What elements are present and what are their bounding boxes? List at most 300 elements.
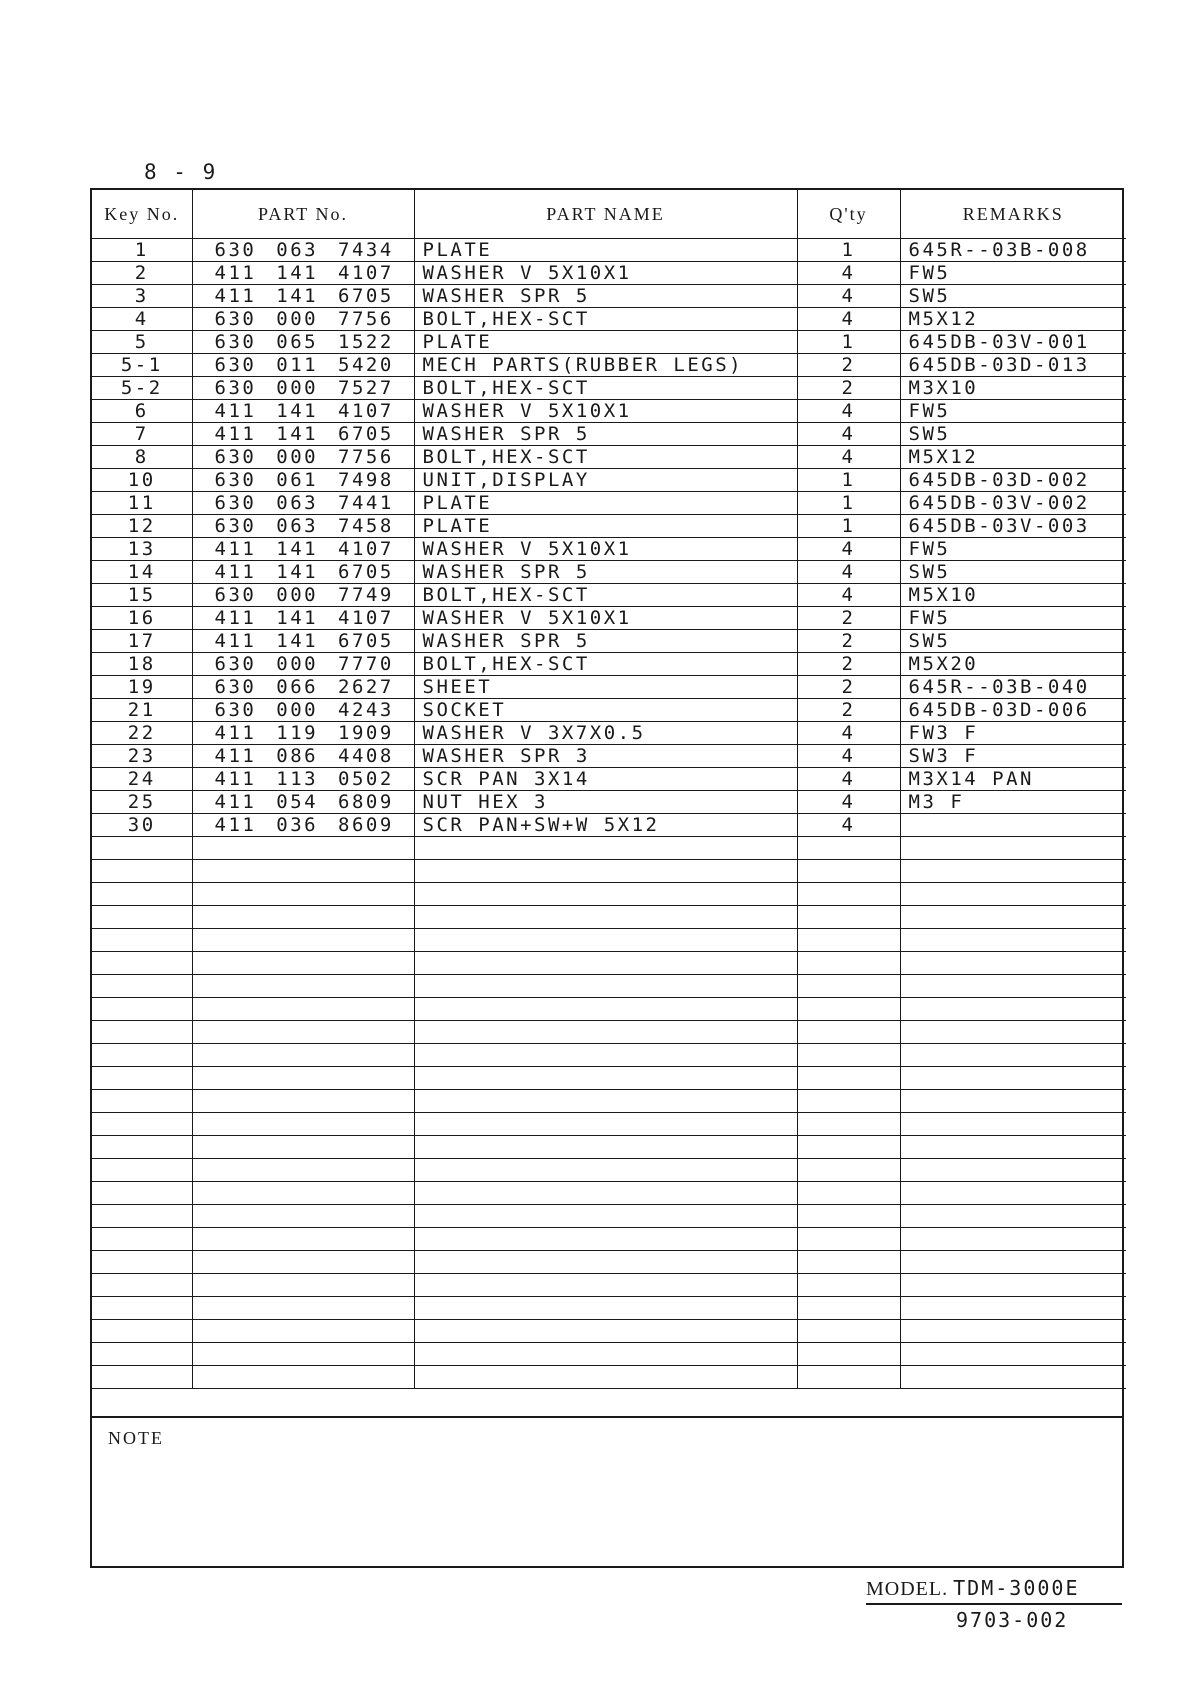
empty-cell [900, 1251, 1126, 1274]
remarks-cell: 645R--03B-040 [900, 676, 1126, 699]
empty-cell [900, 1136, 1126, 1159]
empty-cell [192, 998, 414, 1021]
part-no-cell: 630 000 7770 [192, 653, 414, 676]
empty-cell [414, 929, 797, 952]
key-no-cell: 30 [92, 814, 192, 837]
empty-cell [192, 1228, 414, 1251]
empty-cell [900, 1297, 1126, 1320]
remarks-cell: FW5 [900, 400, 1126, 423]
part-no-cell: 630 061 7498 [192, 469, 414, 492]
empty-cell [92, 1251, 192, 1274]
empty-cell [92, 860, 192, 883]
empty-cell [92, 975, 192, 998]
table-row [92, 469, 1126, 492]
part-no-cell: 411 141 4107 [192, 262, 414, 285]
empty-cell [192, 1320, 414, 1343]
empty-cell [900, 1274, 1126, 1297]
empty-cell [900, 929, 1126, 952]
part-name-cell: SOCKET [414, 699, 797, 722]
empty-cell [92, 1182, 192, 1205]
empty-cell [797, 883, 900, 906]
empty-cell [797, 1274, 900, 1297]
empty-cell [92, 1044, 192, 1067]
part-no-cell: 630 011 5420 [192, 354, 414, 377]
empty-cell [900, 1228, 1126, 1251]
empty-cell [414, 1044, 797, 1067]
empty-cell [414, 975, 797, 998]
empty-cell [797, 1366, 900, 1389]
part-name-cell: WASHER SPR 5 [414, 561, 797, 584]
empty-cell [192, 1113, 414, 1136]
table-row [92, 768, 1126, 791]
key-no-cell: 22 [92, 722, 192, 745]
empty-cell [92, 906, 192, 929]
part-no-cell: 411 141 6705 [192, 423, 414, 446]
key-no-cell: 24 [92, 768, 192, 791]
part-name-cell: MECH PARTS(RUBBER LEGS) [414, 354, 797, 377]
empty-cell [414, 952, 797, 975]
empty-cell [414, 1113, 797, 1136]
empty-cell [192, 1136, 414, 1159]
empty-cell [900, 1343, 1126, 1366]
empty-row [92, 1366, 1126, 1389]
part-name-cell: PLATE [414, 515, 797, 538]
qty-cell: 4 [797, 768, 900, 791]
empty-cell [414, 1343, 797, 1366]
model-value: TDM-3000E [953, 1576, 1080, 1600]
table-row [92, 722, 1126, 745]
empty-cell [192, 1343, 414, 1366]
document-code: 9703-002 [956, 1608, 1069, 1632]
empty-row [92, 1320, 1126, 1343]
part-name-cell: WASHER V 5X10X1 [414, 538, 797, 561]
empty-cell [92, 1090, 192, 1113]
empty-cell [797, 1113, 900, 1136]
note-box [92, 1416, 1122, 1566]
empty-cell [900, 1366, 1126, 1389]
qty-cell: 2 [797, 653, 900, 676]
qty-cell: 4 [797, 538, 900, 561]
empty-row [92, 1182, 1126, 1205]
qty-cell: 2 [797, 676, 900, 699]
part-name-cell: NUT HEX 3 [414, 791, 797, 814]
remarks-cell: 645DB-03V-001 [900, 331, 1126, 354]
remarks-cell: FW5 [900, 607, 1126, 630]
empty-row [92, 1090, 1126, 1113]
empty-cell [192, 1297, 414, 1320]
qty-cell: 4 [797, 722, 900, 745]
empty-cell [192, 1205, 414, 1228]
remarks-cell: 645R--03B-008 [900, 239, 1126, 262]
key-no-cell: 7 [92, 423, 192, 446]
key-no-cell: 18 [92, 653, 192, 676]
part-no-cell: 411 141 6705 [192, 561, 414, 584]
empty-cell [92, 1274, 192, 1297]
key-no-cell: 6 [92, 400, 192, 423]
empty-cell [414, 1067, 797, 1090]
part-name-cell: BOLT,HEX-SCT [414, 653, 797, 676]
header-key-no: Key No. [92, 190, 192, 239]
part-no-cell: 630 000 7527 [192, 377, 414, 400]
header-part-no: PART No. [192, 190, 414, 239]
empty-cell [92, 1021, 192, 1044]
empty-cell [192, 1366, 414, 1389]
empty-cell [900, 883, 1126, 906]
part-no-cell: 630 000 7756 [192, 446, 414, 469]
part-name-cell: WASHER SPR 5 [414, 630, 797, 653]
part-name-cell: BOLT,HEX-SCT [414, 584, 797, 607]
table-row [92, 676, 1126, 699]
part-name-cell: WASHER SPR 3 [414, 745, 797, 768]
empty-cell [900, 860, 1126, 883]
remarks-cell: FW3 F [900, 722, 1126, 745]
empty-cell [414, 1182, 797, 1205]
empty-row [92, 952, 1126, 975]
table-row [92, 377, 1126, 400]
empty-cell [900, 1320, 1126, 1343]
empty-cell [797, 1090, 900, 1113]
model-line [866, 1576, 1122, 1605]
part-no-cell: 411 036 8609 [192, 814, 414, 837]
part-name-cell: SCR PAN+SW+W 5X12 [414, 814, 797, 837]
empty-row [92, 1228, 1126, 1251]
remarks-cell: SW3 F [900, 745, 1126, 768]
empty-cell [900, 1182, 1126, 1205]
empty-row [92, 1113, 1126, 1136]
remarks-cell [900, 814, 1126, 837]
table-row [92, 354, 1126, 377]
remarks-cell: 645DB-03V-002 [900, 492, 1126, 515]
empty-cell [192, 860, 414, 883]
key-no-cell: 1 [92, 239, 192, 262]
part-no-cell: 630 066 2627 [192, 676, 414, 699]
empty-row [92, 1044, 1126, 1067]
table-row [92, 262, 1126, 285]
part-no-cell: 630 063 7434 [192, 239, 414, 262]
remarks-cell: 645DB-03V-003 [900, 515, 1126, 538]
empty-cell [900, 1113, 1126, 1136]
empty-cell [192, 952, 414, 975]
empty-cell [900, 837, 1126, 860]
empty-cell [192, 1159, 414, 1182]
empty-cell [92, 1297, 192, 1320]
qty-cell: 1 [797, 515, 900, 538]
empty-cell [900, 1044, 1126, 1067]
empty-cell [414, 860, 797, 883]
empty-cell [414, 1251, 797, 1274]
table-row [92, 331, 1126, 354]
qty-cell: 1 [797, 239, 900, 262]
empty-row [92, 1205, 1126, 1228]
empty-cell [92, 998, 192, 1021]
part-no-cell: 630 065 1522 [192, 331, 414, 354]
remarks-cell: M5X20 [900, 653, 1126, 676]
part-name-cell: WASHER SPR 5 [414, 423, 797, 446]
empty-cell [900, 906, 1126, 929]
qty-cell: 2 [797, 630, 900, 653]
part-no-cell: 411 113 0502 [192, 768, 414, 791]
header-qty: Q'ty [797, 190, 900, 239]
empty-row [92, 860, 1126, 883]
key-no-cell: 21 [92, 699, 192, 722]
table-row [92, 814, 1126, 837]
empty-cell [797, 1021, 900, 1044]
remarks-cell: M3X14 PAN [900, 768, 1126, 791]
table-row [92, 239, 1126, 262]
part-name-cell: WASHER V 5X10X1 [414, 607, 797, 630]
qty-cell: 4 [797, 400, 900, 423]
empty-cell [797, 1320, 900, 1343]
empty-cell [900, 952, 1126, 975]
empty-row [92, 975, 1126, 998]
key-no-cell: 5 [92, 331, 192, 354]
part-no-cell: 630 063 7458 [192, 515, 414, 538]
table-row [92, 515, 1126, 538]
empty-cell [797, 1228, 900, 1251]
empty-cell [92, 883, 192, 906]
remarks-cell: 645DB-03D-006 [900, 699, 1126, 722]
table-row [92, 538, 1126, 561]
remarks-cell: M3X10 [900, 377, 1126, 400]
remarks-cell: 645DB-03D-002 [900, 469, 1126, 492]
empty-cell [797, 1182, 900, 1205]
qty-cell: 4 [797, 285, 900, 308]
empty-cell [92, 837, 192, 860]
empty-cell [797, 860, 900, 883]
empty-cell [797, 837, 900, 860]
empty-row [92, 1297, 1126, 1320]
key-no-cell: 14 [92, 561, 192, 584]
empty-cell [92, 1067, 192, 1090]
empty-cell [900, 1159, 1126, 1182]
qty-cell: 4 [797, 791, 900, 814]
table-row [92, 584, 1126, 607]
empty-cell [92, 929, 192, 952]
remarks-cell: SW5 [900, 561, 1126, 584]
empty-row [92, 1067, 1126, 1090]
key-no-cell: 15 [92, 584, 192, 607]
empty-cell [900, 998, 1126, 1021]
part-no-cell: 630 000 7749 [192, 584, 414, 607]
empty-cell [414, 1136, 797, 1159]
empty-cell [192, 906, 414, 929]
empty-cell [92, 1136, 192, 1159]
key-no-cell: 16 [92, 607, 192, 630]
empty-cell [192, 1090, 414, 1113]
remarks-cell: M5X10 [900, 584, 1126, 607]
key-no-cell: 5-2 [92, 377, 192, 400]
part-name-cell: SCR PAN 3X14 [414, 768, 797, 791]
qty-cell: 1 [797, 492, 900, 515]
table-row [92, 561, 1126, 584]
table-row [92, 446, 1126, 469]
empty-cell [92, 1366, 192, 1389]
page-number: 8 - 9 [144, 160, 218, 184]
empty-cell [192, 1067, 414, 1090]
empty-cell [797, 1136, 900, 1159]
remarks-cell: SW5 [900, 285, 1126, 308]
part-name-cell: SHEET [414, 676, 797, 699]
qty-cell: 4 [797, 561, 900, 584]
table-row [92, 745, 1126, 768]
empty-cell [900, 975, 1126, 998]
qty-cell: 4 [797, 262, 900, 285]
part-name-cell: PLATE [414, 331, 797, 354]
empty-cell [92, 1343, 192, 1366]
table-row [92, 400, 1126, 423]
remarks-cell: M5X12 [900, 446, 1126, 469]
empty-cell [192, 837, 414, 860]
empty-cell [192, 1021, 414, 1044]
key-no-cell: 12 [92, 515, 192, 538]
empty-cell [797, 1343, 900, 1366]
table-row [92, 492, 1126, 515]
empty-cell [414, 1297, 797, 1320]
remarks-cell: 645DB-03D-013 [900, 354, 1126, 377]
remarks-cell: SW5 [900, 630, 1126, 653]
empty-cell [797, 1067, 900, 1090]
empty-cell [797, 998, 900, 1021]
key-no-cell: 25 [92, 791, 192, 814]
key-no-cell: 2 [92, 262, 192, 285]
empty-cell [192, 1251, 414, 1274]
empty-cell [414, 1021, 797, 1044]
table-row [92, 285, 1126, 308]
part-no-cell: 411 141 4107 [192, 607, 414, 630]
part-no-cell: 411 141 4107 [192, 400, 414, 423]
empty-cell [414, 1205, 797, 1228]
remarks-cell: M5X12 [900, 308, 1126, 331]
part-name-cell: UNIT,DISPLAY [414, 469, 797, 492]
empty-row [92, 1274, 1126, 1297]
part-no-cell: 411 141 6705 [192, 285, 414, 308]
qty-cell: 4 [797, 423, 900, 446]
empty-row [92, 998, 1126, 1021]
empty-cell [900, 1067, 1126, 1090]
key-no-cell: 3 [92, 285, 192, 308]
remarks-cell: M3 F [900, 791, 1126, 814]
header-remarks: REMARKS [900, 190, 1126, 239]
part-no-cell: 411 141 4107 [192, 538, 414, 561]
key-no-cell: 5-1 [92, 354, 192, 377]
qty-cell: 4 [797, 584, 900, 607]
key-no-cell: 4 [92, 308, 192, 331]
empty-cell [900, 1090, 1126, 1113]
empty-cell [797, 929, 900, 952]
part-no-cell: 411 141 6705 [192, 630, 414, 653]
empty-cell [414, 1320, 797, 1343]
table-row [92, 607, 1126, 630]
table-row [92, 423, 1126, 446]
empty-cell [797, 1159, 900, 1182]
remarks-cell: SW5 [900, 423, 1126, 446]
empty-cell [92, 1320, 192, 1343]
qty-cell: 2 [797, 354, 900, 377]
empty-cell [414, 1090, 797, 1113]
empty-cell [192, 1044, 414, 1067]
key-no-cell: 13 [92, 538, 192, 561]
table-row [92, 791, 1126, 814]
empty-row [92, 837, 1126, 860]
empty-cell [92, 952, 192, 975]
empty-cell [414, 883, 797, 906]
key-no-cell: 8 [92, 446, 192, 469]
part-no-cell: 630 000 7756 [192, 308, 414, 331]
empty-row [92, 1343, 1126, 1366]
empty-cell [92, 1228, 192, 1251]
empty-cell [192, 1182, 414, 1205]
empty-cell [797, 1205, 900, 1228]
qty-cell: 2 [797, 607, 900, 630]
empty-cell [414, 998, 797, 1021]
empty-cell [192, 975, 414, 998]
table-row [92, 653, 1126, 676]
qty-cell: 4 [797, 745, 900, 768]
empty-cell [414, 1366, 797, 1389]
key-no-cell: 23 [92, 745, 192, 768]
empty-cell [92, 1113, 192, 1136]
table-header-row [92, 190, 1126, 239]
parts-table-body [92, 239, 1126, 1389]
empty-cell [797, 1044, 900, 1067]
table-row [92, 308, 1126, 331]
part-name-cell: BOLT,HEX-SCT [414, 308, 797, 331]
qty-cell: 4 [797, 308, 900, 331]
key-no-cell: 19 [92, 676, 192, 699]
empty-cell [797, 1251, 900, 1274]
empty-cell [414, 1274, 797, 1297]
qty-cell: 4 [797, 446, 900, 469]
empty-cell [414, 1228, 797, 1251]
parts-table [92, 190, 1126, 1389]
qty-cell: 1 [797, 469, 900, 492]
part-name-cell: WASHER V 5X10X1 [414, 400, 797, 423]
remarks-cell: FW5 [900, 262, 1126, 285]
empty-cell [414, 1159, 797, 1182]
part-name-cell: WASHER V 3X7X0.5 [414, 722, 797, 745]
empty-cell [900, 1021, 1126, 1044]
qty-cell: 2 [797, 699, 900, 722]
empty-cell [900, 1205, 1126, 1228]
empty-cell [797, 975, 900, 998]
key-no-cell: 10 [92, 469, 192, 492]
empty-cell [92, 1159, 192, 1182]
empty-row [92, 1159, 1126, 1182]
part-no-cell: 411 086 4408 [192, 745, 414, 768]
key-no-cell: 17 [92, 630, 192, 653]
empty-row [92, 929, 1126, 952]
empty-cell [797, 1297, 900, 1320]
remarks-cell: FW5 [900, 538, 1126, 561]
part-no-cell: 411 054 6809 [192, 791, 414, 814]
empty-cell [92, 1205, 192, 1228]
empty-cell [414, 837, 797, 860]
table-row [92, 630, 1126, 653]
empty-cell [414, 906, 797, 929]
empty-row [92, 1136, 1126, 1159]
header-part-name: PART NAME [414, 190, 797, 239]
empty-cell [192, 1274, 414, 1297]
part-name-cell: WASHER SPR 5 [414, 285, 797, 308]
empty-cell [192, 929, 414, 952]
part-no-cell: 630 000 4243 [192, 699, 414, 722]
empty-row [92, 1251, 1126, 1274]
qty-cell: 2 [797, 377, 900, 400]
part-no-cell: 630 063 7441 [192, 492, 414, 515]
empty-cell [797, 952, 900, 975]
empty-row [92, 883, 1126, 906]
parts-list-sheet [90, 188, 1124, 1568]
